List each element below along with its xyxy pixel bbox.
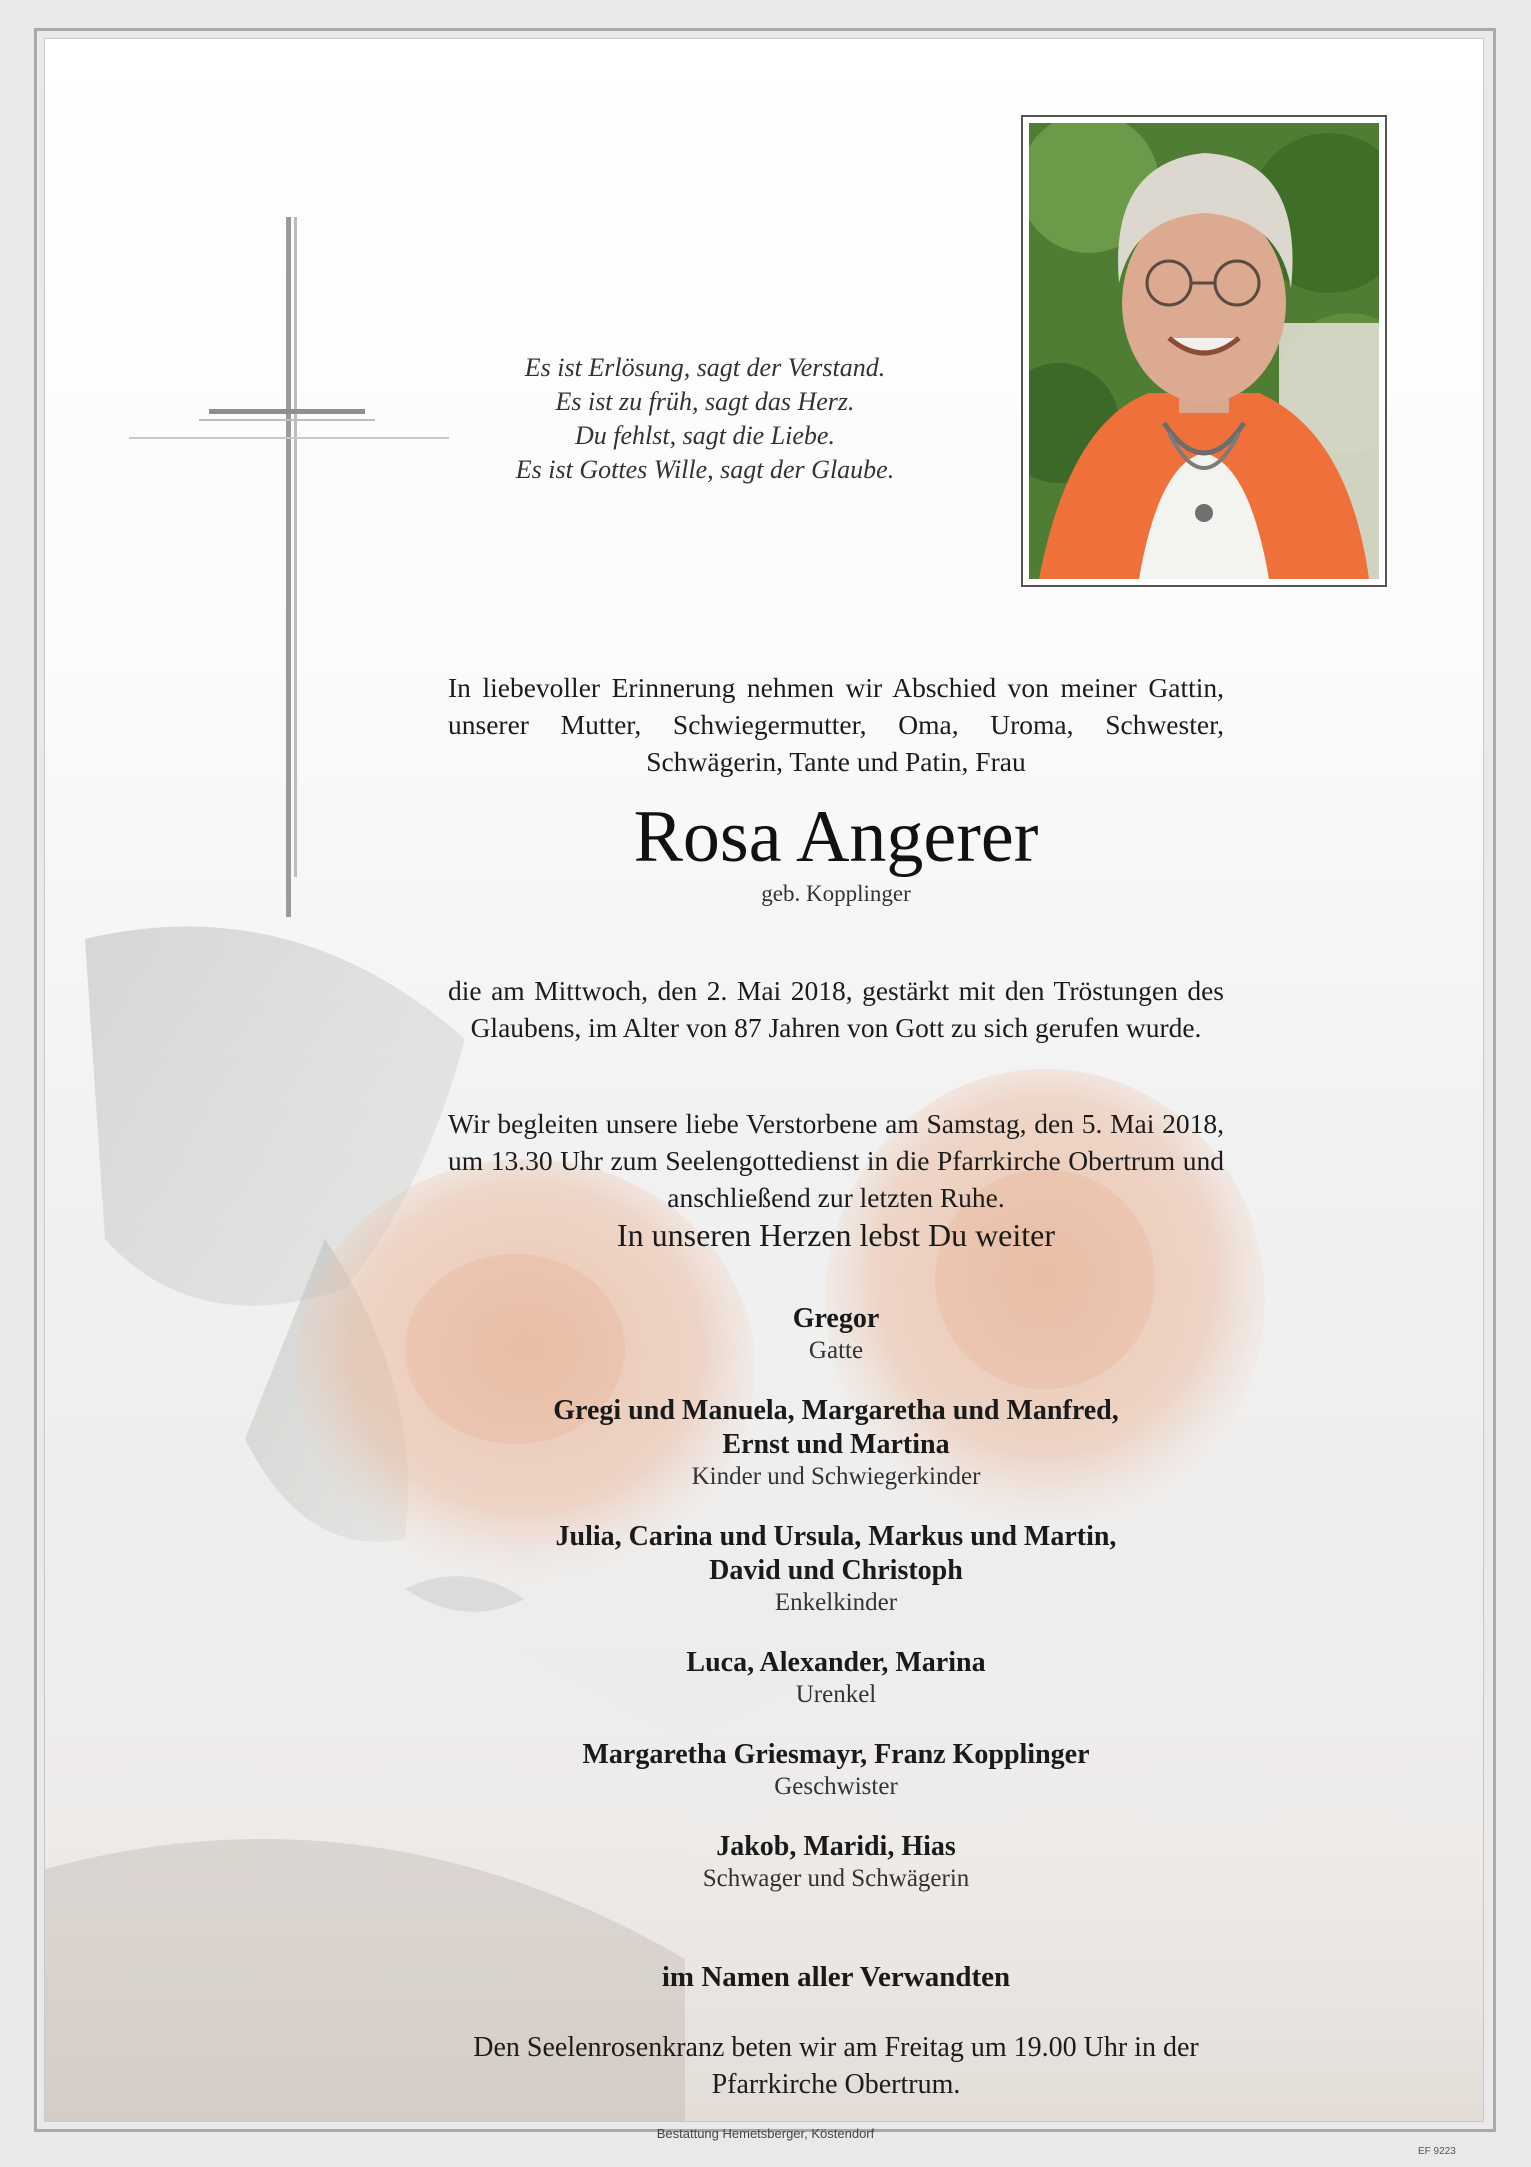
obituary-page xyxy=(44,38,1484,2122)
mourner-names: Ernst und Martina xyxy=(722,1429,950,1460)
mourner-relation: Geschwister xyxy=(774,1773,898,1800)
mourner-group xyxy=(448,1646,1224,1710)
intro-text: In liebevoller Erinnerung nehmen wir Abschied von meiner Gattin, unserer Mutter, Schwiegermutter, Oma, Uroma, Schwester, Schwägerin, Tante und Patin, Frau xyxy=(448,672,1224,777)
mourner-relation: Urenkel xyxy=(795,1681,877,1708)
document-code: EF 9223 xyxy=(1418,2146,1456,2157)
mourner-names: Gregi und Manuela, Margaretha und Manfred, xyxy=(553,1395,1119,1426)
mourner-relation: Kinder und Schwiegerkinder xyxy=(691,1463,981,1490)
mourner-relation: Schwager und Schwägerin xyxy=(702,1865,970,1892)
quote-line: Du fehlst, sagt die Liebe. xyxy=(575,421,835,450)
mourner-names: Luca, Alexander, Marina xyxy=(686,1647,986,1678)
memorial-motto: In unseren Herzen lebst Du weiter xyxy=(616,1217,1056,1253)
birth-name: geb. Kopplinger xyxy=(761,881,911,906)
mourner-names: David und Christoph xyxy=(709,1555,963,1586)
cross-icon xyxy=(129,217,449,917)
quote-line: Es ist zu früh, sagt das Herz. xyxy=(555,387,855,416)
rosary-line: Pfarrkirche Obertrum. xyxy=(711,2069,961,2100)
death-notice: die am Mittwoch, den 2. Mai 2018, gestärkt mit den Tröstungen des Glaubens, im Alter von 87 Jahren von Gott zu sich gerufen wurde. xyxy=(448,975,1224,1043)
mourner-names: Gregor xyxy=(792,1303,880,1334)
mourner-relation: Enkelkinder xyxy=(774,1589,898,1616)
quote-line: Es ist Gottes Wille, sagt der Glaube. xyxy=(515,455,895,484)
mourner-relation: Gatte xyxy=(808,1337,864,1364)
mourners-list xyxy=(448,1302,1224,1922)
mourner-names: Margaretha Griesmayr, Franz Kopplinger xyxy=(582,1739,1090,1770)
obituary-content xyxy=(45,39,1484,2122)
mourner-group xyxy=(448,1830,1224,1894)
portrait-photo-frame xyxy=(1021,115,1387,587)
portrait-photo xyxy=(1029,123,1379,579)
quote-line: Es ist Erlösung, sagt der Verstand. xyxy=(524,353,886,382)
memorial-quote xyxy=(465,351,945,487)
rosary-line: Den Seelenrosenkranz beten wir am Freitag um 19.00 Uhr in der xyxy=(473,2032,1199,2063)
mourner-group xyxy=(448,1394,1224,1492)
mourner-group xyxy=(448,1520,1224,1618)
mourner-group xyxy=(448,1738,1224,1802)
mourner-names: Julia, Carina und Ursula, Markus und Martin, xyxy=(555,1521,1117,1552)
undertaker-credit: Bestattung Hemetsberger, Köstendorf xyxy=(656,2126,875,2141)
mourner-names: Jakob, Maridi, Hias xyxy=(716,1831,956,1862)
mourner-group xyxy=(448,1302,1224,1366)
funeral-notice: Wir begleiten unsere liebe Verstorbene am Samstag, den 5. Mai 2018, um 13.30 Uhr zum Seelengottedienst in die Pfarrkirche Obertrum und anschließend zur letzten Ruhe. xyxy=(448,1108,1224,1213)
rosary-notice xyxy=(408,2029,1264,2103)
relatives-line: im Namen aller Verwandten xyxy=(661,1961,1011,1993)
deceased-name: Rosa Angerer xyxy=(633,796,1039,878)
